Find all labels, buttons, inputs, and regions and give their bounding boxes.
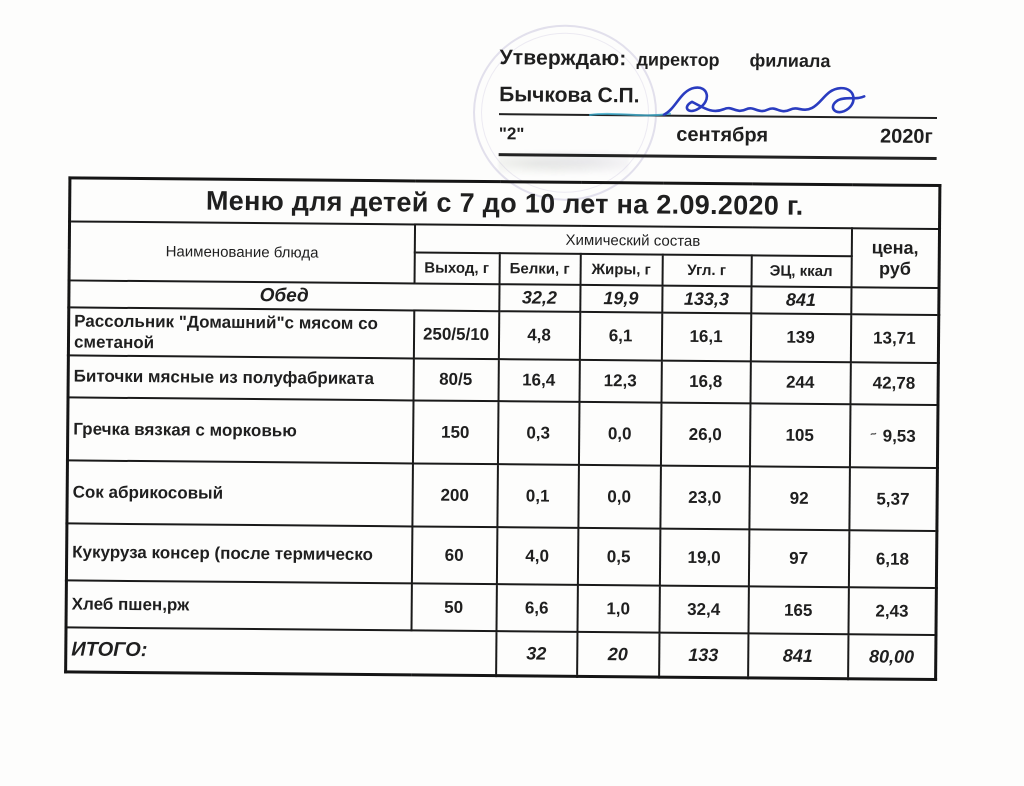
carb-cell: 16,1 xyxy=(661,313,750,362)
price-header-line2: руб xyxy=(878,257,911,279)
energy-cell: 92 xyxy=(749,466,850,530)
total-label: ИТОГО: xyxy=(66,627,496,675)
table-row xyxy=(67,460,938,531)
carb-cell: 23,0 xyxy=(660,466,750,530)
energy-cell: 97 xyxy=(748,529,848,587)
carb-cell: 26,0 xyxy=(660,403,750,467)
approve-label: Утверждаю: xyxy=(499,46,627,71)
price-cell: 2,43 xyxy=(848,587,936,635)
price-header xyxy=(851,228,940,288)
dish-name-cell: Сок абрикосовый xyxy=(67,460,413,526)
price-cell xyxy=(849,404,938,468)
approval-block xyxy=(499,46,938,160)
table-row xyxy=(66,523,937,588)
output-cell: 60 xyxy=(411,526,496,584)
dish-name-cell: Биточки мясные из полуфабриката xyxy=(68,355,413,400)
output-cell: 50 xyxy=(411,583,496,631)
fat-cell: 6,1 xyxy=(579,312,661,361)
carb-cell: 32,4 xyxy=(659,586,748,634)
page-title: Меню для детей с 7 до 10 лет на 2.09.2020 г. xyxy=(70,178,940,229)
section-label: Обед xyxy=(69,280,499,311)
fat-cell: 12,3 xyxy=(579,360,661,403)
dish-name-cell: Кукуруза консер (после термическо xyxy=(66,523,411,583)
price-cell: 42,78 xyxy=(850,362,938,405)
section-carb: 133,3 xyxy=(662,286,751,314)
date-month: сентября xyxy=(676,123,769,147)
menu-table xyxy=(64,176,941,681)
protein-cell: 16,4 xyxy=(498,359,579,402)
price-cell: 13,71 xyxy=(850,314,938,363)
handwritten-signature-icon xyxy=(584,78,894,129)
energy-cell: 105 xyxy=(749,403,850,467)
director-label: директор xyxy=(636,49,720,71)
approval-line xyxy=(499,46,937,74)
protein-cell: 4,0 xyxy=(496,527,577,585)
fat-cell: 1,0 xyxy=(577,585,659,633)
energy-cell: 165 xyxy=(748,586,848,634)
total-row xyxy=(66,627,936,679)
chemical-composition-header: Химический состав xyxy=(414,224,851,256)
energy-cell: 139 xyxy=(750,313,850,362)
date-day: "2" xyxy=(498,124,525,144)
table-row xyxy=(68,307,938,363)
dish-name-cell: Гречка вязкая с морковью xyxy=(67,397,413,463)
total-price: 80,00 xyxy=(848,634,936,679)
carb-cell: 19,0 xyxy=(659,529,748,587)
energy-header: ЭЦ, ккал xyxy=(751,255,851,287)
table-title-row xyxy=(70,178,940,229)
protein-cell: 0,3 xyxy=(497,401,579,465)
dish-name-cell: Хлеб пшен,рж xyxy=(66,580,411,630)
protein-cell: 0,1 xyxy=(497,464,579,528)
fat-header: Жиры, г xyxy=(580,254,662,286)
scan-artifact-mark: ~ xyxy=(869,427,878,441)
section-price xyxy=(851,287,939,315)
output-cell: 200 xyxy=(412,463,498,527)
section-fat: 19,9 xyxy=(580,285,662,313)
total-energy: 841 xyxy=(748,633,848,678)
section-protein: 32,2 xyxy=(499,284,580,312)
price-cell: 6,18 xyxy=(848,530,937,588)
output-cell: 250/5/10 xyxy=(413,310,498,359)
output-cell: 80/5 xyxy=(413,358,498,401)
dish-name-cell: Рассольник "Домашний"с мясом со сметаной xyxy=(68,307,413,358)
dish-name-header: Наименование блюда xyxy=(69,221,415,283)
section-energy: 841 xyxy=(751,286,851,314)
protein-cell: 4,8 xyxy=(498,311,579,360)
protein-header: Белки, г xyxy=(499,253,580,285)
protein-cell: 6,6 xyxy=(496,584,577,632)
carb-cell: 16,8 xyxy=(661,361,750,404)
total-protein: 32 xyxy=(496,631,577,676)
branch-label: филиала xyxy=(749,50,831,72)
table-row xyxy=(66,580,936,635)
output-header: Выход, г xyxy=(414,252,499,284)
output-cell: 150 xyxy=(412,400,498,464)
total-fat: 20 xyxy=(577,632,659,677)
fat-cell: 0,5 xyxy=(577,528,659,586)
table-row xyxy=(67,397,938,468)
date-year: 2020г xyxy=(879,125,933,148)
signature-line xyxy=(499,83,937,119)
fat-cell: 0,0 xyxy=(578,465,661,529)
price-value: 9,53 xyxy=(882,426,916,446)
fat-cell: 0,0 xyxy=(578,402,661,466)
approver-name: Бычкова С.П. xyxy=(499,83,640,108)
energy-cell: 244 xyxy=(750,361,850,404)
price-cell: 5,37 xyxy=(849,467,938,531)
carb-header: Угл. г xyxy=(662,255,751,287)
total-carb: 133 xyxy=(659,633,748,678)
price-header-line1: цена, xyxy=(871,237,919,258)
